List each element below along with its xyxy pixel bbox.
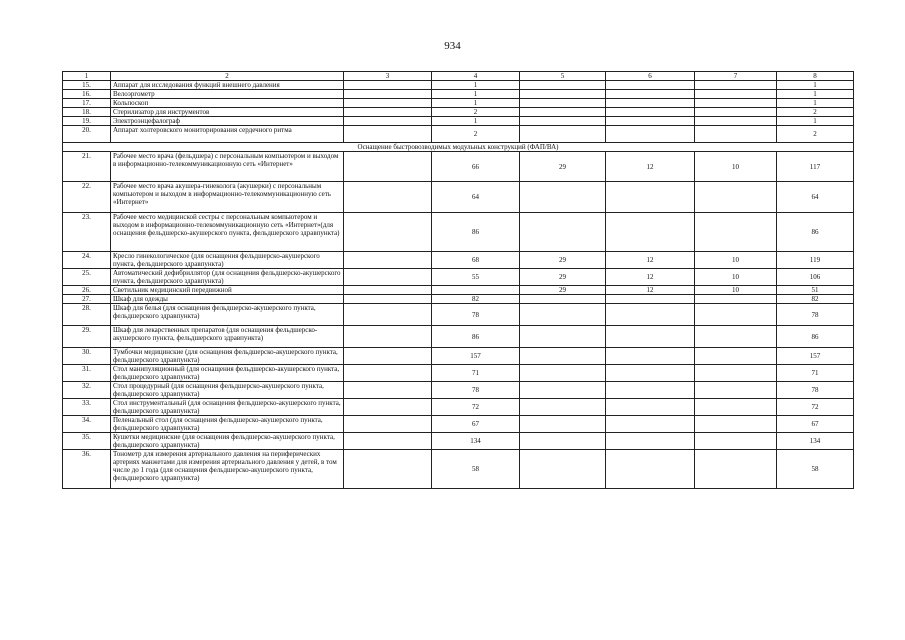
quantity-cell [344, 152, 432, 182]
quantity-cell [606, 326, 695, 348]
row-number: 33. [63, 399, 111, 416]
header-cell: 8 [777, 72, 854, 81]
quantity-cell [695, 433, 777, 450]
quantity-cell: 2 [777, 126, 854, 143]
item-name: Стерилизатор для инструментов [111, 108, 344, 117]
quantity-cell [606, 126, 695, 143]
row-number: 25. [63, 269, 111, 286]
quantity-cell [344, 382, 432, 399]
section-title: Оснащение быстровозводимых модульных конструкций (ФАП/ВА) [63, 143, 854, 152]
quantity-cell [695, 326, 777, 348]
item-name: Шкаф для одежды [111, 295, 344, 304]
quantity-cell [606, 90, 695, 99]
quantity-cell: 1 [777, 99, 854, 108]
quantity-cell: 72 [777, 399, 854, 416]
quantity-cell [520, 365, 606, 382]
quantity-cell [606, 295, 695, 304]
quantity-cell [695, 99, 777, 108]
table-row [63, 126, 854, 143]
table-header-row [63, 72, 854, 81]
item-name: Аппарат холтеровского мониторирования сердечного ритма [111, 126, 344, 143]
quantity-cell [520, 399, 606, 416]
header-cell: 4 [432, 72, 520, 81]
table-row [63, 90, 854, 99]
item-name: Тонометр для измерения артериального давления на периферических артериях манжетами для измерения артериального давления у детей, в том числе до 1 года (для оснащения фельдшерско-акушерского пункта, фельдшерского здравпункта) [111, 450, 344, 489]
row-number: 17. [63, 99, 111, 108]
row-number: 36. [63, 450, 111, 489]
table-row [63, 252, 854, 269]
table-row [63, 399, 854, 416]
quantity-cell [606, 382, 695, 399]
item-name: Стол манипуляционный (для оснащения фельдшерско-акушерского пункта, фельдшерского здравпункта) [111, 365, 344, 382]
table-row [63, 433, 854, 450]
table-row [63, 286, 854, 295]
row-number: 18. [63, 108, 111, 117]
quantity-cell: 1 [432, 99, 520, 108]
row-number: 22. [63, 182, 111, 213]
item-name: Тумбочки медицинские (для оснащения фельдшерско-акушерского пункта, фельдшерского здравпункта) [111, 348, 344, 365]
table-row [63, 450, 854, 489]
header-cell: 2 [111, 72, 344, 81]
quantity-cell [344, 81, 432, 90]
quantity-cell: 10 [695, 252, 777, 269]
item-name: Рабочее место медицинской сестры с персональным компьютером и выходом в информационно-телекоммуникационную сеть «Интернет»(для оснащения фельдшерско-акушерского пункта, фельдшерского здравпункта) [111, 213, 344, 252]
quantity-cell: 106 [777, 269, 854, 286]
row-number: 30. [63, 348, 111, 365]
table-row [63, 108, 854, 117]
quantity-cell: 78 [777, 382, 854, 399]
quantity-cell: 29 [520, 252, 606, 269]
page-number: 934 [444, 40, 461, 52]
quantity-cell: 12 [606, 152, 695, 182]
quantity-cell [695, 117, 777, 126]
item-name: Стол процедурный (для оснащения фельдшерско-акушерского пункта, фельдшерского здравпункта) [111, 382, 344, 399]
row-number: 32. [63, 382, 111, 399]
quantity-cell: 157 [432, 348, 520, 365]
quantity-cell: 86 [432, 326, 520, 348]
quantity-cell [695, 182, 777, 213]
table-row [63, 213, 854, 252]
quantity-cell [695, 348, 777, 365]
row-number: 34. [63, 416, 111, 433]
item-name: Пеленальный стол (для оснащения фельдшерско-акушерского пункта, фельдшерского здравпункта) [111, 416, 344, 433]
row-number: 19. [63, 117, 111, 126]
item-name: Стол инструментальный (для оснащения фельдшерско-акушерского пункта, фельдшерского здравпункта) [111, 399, 344, 416]
item-name: Электроэнцефалограф [111, 117, 344, 126]
quantity-cell: 64 [777, 182, 854, 213]
quantity-cell [695, 126, 777, 143]
quantity-cell: 86 [777, 213, 854, 252]
quantity-cell [520, 99, 606, 108]
item-name: Автоматический дефибриллятор (для оснащения фельдшерско-акушерского пункта, фельдшерского здравпункта) [111, 269, 344, 286]
quantity-cell: 2 [777, 108, 854, 117]
quantity-cell [520, 126, 606, 143]
quantity-cell [695, 450, 777, 489]
quantity-cell: 72 [432, 399, 520, 416]
quantity-cell: 78 [777, 304, 854, 326]
quantity-cell [606, 213, 695, 252]
quantity-cell [695, 399, 777, 416]
table-row [63, 269, 854, 286]
quantity-cell: 1 [777, 81, 854, 90]
quantity-cell [520, 326, 606, 348]
quantity-cell: 82 [777, 295, 854, 304]
header-cell: 6 [606, 72, 695, 81]
row-number: 21. [63, 152, 111, 182]
quantity-cell [695, 382, 777, 399]
quantity-cell [606, 304, 695, 326]
quantity-cell: 10 [695, 269, 777, 286]
item-name: Велоэргометр [111, 90, 344, 99]
quantity-cell: 67 [777, 416, 854, 433]
quantity-cell [606, 108, 695, 117]
row-number: 27. [63, 295, 111, 304]
quantity-cell: 58 [432, 450, 520, 489]
quantity-cell: 29 [520, 286, 606, 295]
quantity-cell [695, 416, 777, 433]
table-row [63, 304, 854, 326]
quantity-cell [606, 348, 695, 365]
item-name: Рабочее место врача (фельдшера) с персональным компьютером и выходом в информационно-телекоммуникационную сеть «Интернет» [111, 152, 344, 182]
quantity-cell [606, 416, 695, 433]
table-row [63, 99, 854, 108]
quantity-cell [344, 213, 432, 252]
quantity-cell [695, 295, 777, 304]
quantity-cell [344, 99, 432, 108]
quantity-cell: 67 [432, 416, 520, 433]
row-number: 23. [63, 213, 111, 252]
item-name: Кресло гинекологическое (для оснащения фельдшерско-акушерского пункта, фельдшерского здравпункта) [111, 252, 344, 269]
quantity-cell [344, 126, 432, 143]
quantity-cell [344, 269, 432, 286]
quantity-cell: 2 [432, 108, 520, 117]
header-cell: 1 [63, 72, 111, 81]
quantity-cell: 1 [432, 90, 520, 99]
quantity-cell [520, 433, 606, 450]
quantity-cell [344, 108, 432, 117]
table-row [63, 81, 854, 90]
quantity-cell: 55 [432, 269, 520, 286]
quantity-cell: 82 [432, 295, 520, 304]
table-row [63, 152, 854, 182]
quantity-cell [344, 286, 432, 295]
section-row [63, 143, 854, 152]
quantity-cell: 51 [777, 286, 854, 295]
quantity-cell: 134 [432, 433, 520, 450]
row-number: 35. [63, 433, 111, 450]
row-number: 26. [63, 286, 111, 295]
quantity-cell: 117 [777, 152, 854, 182]
quantity-cell [344, 326, 432, 348]
quantity-cell [695, 304, 777, 326]
item-name: Кушетки медицинские (для оснащения фельдшерско-акушерского пункта, фельдшерского здравпункта) [111, 433, 344, 450]
quantity-cell: 12 [606, 269, 695, 286]
quantity-cell [520, 90, 606, 99]
table-row [63, 182, 854, 213]
row-number: 28. [63, 304, 111, 326]
quantity-cell: 68 [432, 252, 520, 269]
quantity-cell [344, 450, 432, 489]
table-row [63, 295, 854, 304]
table-row [63, 416, 854, 433]
quantity-cell [606, 433, 695, 450]
row-number: 31. [63, 365, 111, 382]
row-number: 15. [63, 81, 111, 90]
quantity-cell: 66 [432, 152, 520, 182]
quantity-cell: 86 [432, 213, 520, 252]
item-name: Аппарат для исследования функций внешнего давления [111, 81, 344, 90]
quantity-cell [606, 81, 695, 90]
quantity-cell: 1 [777, 117, 854, 126]
quantity-cell: 2 [432, 126, 520, 143]
quantity-cell [344, 304, 432, 326]
quantity-cell [520, 108, 606, 117]
quantity-cell: 78 [432, 304, 520, 326]
quantity-cell: 58 [777, 450, 854, 489]
row-number: 24. [63, 252, 111, 269]
quantity-cell [344, 182, 432, 213]
equipment-table [62, 71, 854, 489]
quantity-cell: 78 [432, 382, 520, 399]
row-number: 16. [63, 90, 111, 99]
table-row [63, 348, 854, 365]
quantity-cell [520, 450, 606, 489]
quantity-cell: 29 [520, 152, 606, 182]
item-name: Шкаф для белья (для оснащения фельдшерско-акушерского пункта, фельдшерского здравпункта) [111, 304, 344, 326]
quantity-cell: 1 [432, 117, 520, 126]
quantity-cell [606, 399, 695, 416]
quantity-cell [520, 295, 606, 304]
quantity-cell: 12 [606, 286, 695, 295]
quantity-cell [695, 108, 777, 117]
quantity-cell [520, 81, 606, 90]
quantity-cell [520, 416, 606, 433]
quantity-cell: 119 [777, 252, 854, 269]
header-cell: 7 [695, 72, 777, 81]
quantity-cell [695, 213, 777, 252]
quantity-cell [344, 295, 432, 304]
quantity-cell [695, 81, 777, 90]
quantity-cell: 1 [432, 81, 520, 90]
quantity-cell [344, 399, 432, 416]
quantity-cell: 29 [520, 269, 606, 286]
quantity-cell [344, 433, 432, 450]
table-row [63, 117, 854, 126]
quantity-cell: 134 [777, 433, 854, 450]
quantity-cell [520, 382, 606, 399]
table-row [63, 382, 854, 399]
quantity-cell [695, 365, 777, 382]
quantity-cell [606, 99, 695, 108]
quantity-cell [432, 286, 520, 295]
quantity-cell: 1 [777, 90, 854, 99]
quantity-cell [344, 365, 432, 382]
item-name: Кольпоскоп [111, 99, 344, 108]
quantity-cell [520, 304, 606, 326]
quantity-cell [520, 348, 606, 365]
quantity-cell: 157 [777, 348, 854, 365]
quantity-cell [344, 416, 432, 433]
quantity-cell [344, 90, 432, 99]
row-number: 20. [63, 126, 111, 143]
quantity-cell: 10 [695, 286, 777, 295]
table-row [63, 326, 854, 348]
quantity-cell: 71 [432, 365, 520, 382]
quantity-cell: 71 [777, 365, 854, 382]
quantity-cell: 86 [777, 326, 854, 348]
quantity-cell [344, 252, 432, 269]
quantity-cell [344, 348, 432, 365]
header-cell: 3 [344, 72, 432, 81]
item-name: Шкаф для лекарственных препаратов (для оснащения фельдшерско-акушерского пункта, фельдшерского здравпункта) [111, 326, 344, 348]
quantity-cell [695, 90, 777, 99]
item-name: Светильник медицинский передвижной [111, 286, 344, 295]
row-number: 29. [63, 326, 111, 348]
quantity-cell [606, 117, 695, 126]
quantity-cell: 10 [695, 152, 777, 182]
quantity-cell [606, 365, 695, 382]
quantity-cell: 12 [606, 252, 695, 269]
quantity-cell [344, 117, 432, 126]
item-name: Рабочее место врача акушера-гинеколога (акушерки) с персональным компьютером и выходом в информационно-телекоммуникационную сеть «Интернет» [111, 182, 344, 213]
quantity-cell [606, 450, 695, 489]
quantity-cell [606, 182, 695, 213]
quantity-cell [520, 182, 606, 213]
table-row [63, 365, 854, 382]
quantity-cell [520, 117, 606, 126]
header-cell: 5 [520, 72, 606, 81]
quantity-cell: 64 [432, 182, 520, 213]
quantity-cell [520, 213, 606, 252]
